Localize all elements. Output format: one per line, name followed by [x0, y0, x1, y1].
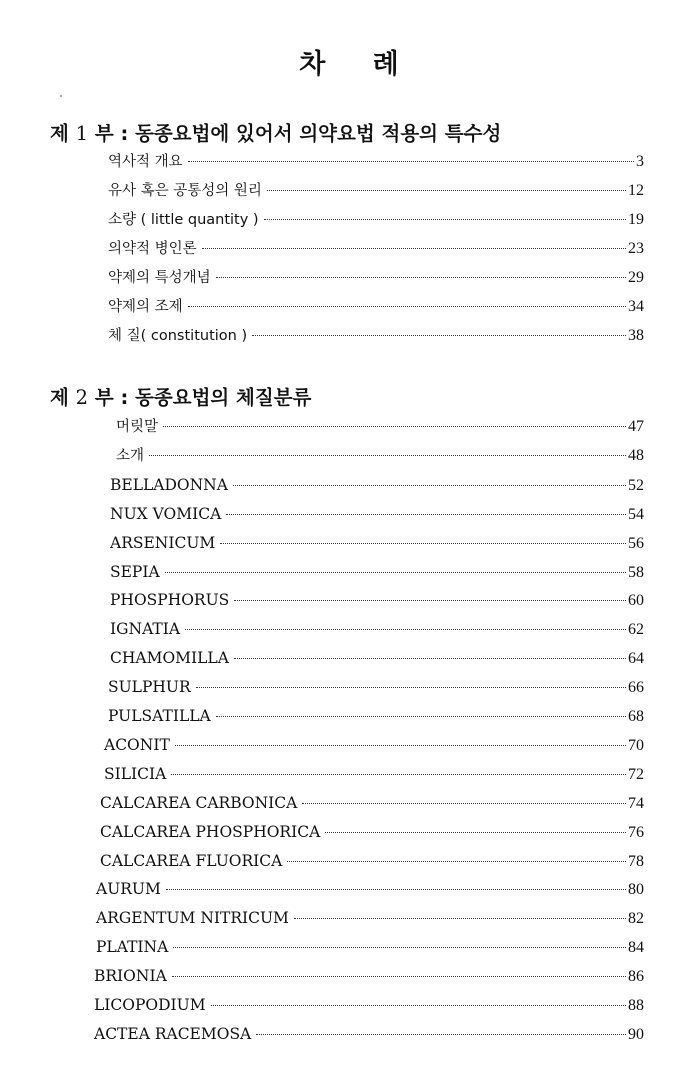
dot-leader	[202, 248, 626, 249]
toc-entry-page: 62	[628, 621, 644, 639]
page-title: 차 례	[299, 49, 401, 80]
toc-entry-label: PULSATILLA	[108, 707, 211, 725]
toc-entry	[110, 529, 644, 557]
toc-entry	[108, 702, 644, 730]
toc-entry-label: IGNATIA	[110, 620, 181, 639]
toc-entry-label: CALCAREA PHOSPHORICA	[100, 822, 321, 841]
toc-entry	[96, 933, 644, 961]
toc-entry	[110, 558, 644, 586]
toc-entry-label: LICOPODIUM	[94, 996, 206, 1014]
dot-leader	[149, 455, 626, 456]
toc-entry-page: 34	[628, 298, 644, 315]
toc-entry-page: 80	[628, 881, 644, 899]
toc-entry-page: 84	[628, 939, 644, 957]
toc-entry	[94, 962, 644, 990]
toc-entry-page: 23	[628, 240, 644, 257]
toc-entry	[108, 206, 644, 234]
toc-entry-label: 체 질( constitution )	[108, 328, 248, 344]
toc-entry-page: 76	[628, 823, 644, 841]
dot-leader	[163, 426, 626, 427]
toc-entry	[110, 586, 644, 614]
toc-entry	[108, 148, 644, 176]
toc-entry-label: SEPIA	[110, 562, 160, 581]
toc-entry-label: NUX VOMICA	[110, 504, 222, 523]
toc-entry-page: 68	[628, 708, 644, 725]
part-2-number: 2	[75, 386, 89, 409]
toc-entry-label: PLATINA	[96, 938, 169, 957]
part-1-heading	[50, 118, 670, 146]
toc-entry-label: 소량 ( little quantity )	[108, 212, 259, 228]
dot-leader	[325, 832, 626, 833]
dot-leader	[172, 976, 626, 977]
toc-entry-page: 47	[628, 418, 644, 435]
toc-entry	[108, 177, 644, 205]
part-2-title: 부 : 동종요법의 체질분류	[94, 386, 312, 409]
dot-leader	[216, 716, 626, 717]
dot-leader	[196, 687, 626, 688]
toc-entry	[94, 1020, 644, 1048]
toc-entry	[110, 644, 644, 672]
toc-entry	[108, 293, 644, 321]
toc-entry-page: 82	[628, 910, 644, 928]
toc-entry-label: SILICIA	[104, 764, 167, 783]
dot-leader	[185, 629, 626, 630]
toc-entry-page: 19	[628, 211, 644, 228]
toc-entry-page: 38	[628, 327, 644, 344]
toc-entry-page: 29	[628, 269, 644, 286]
toc-entry-label: ARGENTUM NITRICUM	[96, 909, 289, 928]
dot-leader	[264, 219, 626, 220]
toc-entry-label: SULPHUR	[108, 678, 191, 697]
toc-entry	[116, 413, 644, 441]
dot-leader	[226, 514, 626, 515]
toc-entry	[100, 789, 644, 817]
toc-entry-page: 88	[628, 997, 644, 1014]
dot-leader	[175, 745, 626, 746]
part-2-heading	[50, 382, 670, 410]
dot-leader	[166, 889, 626, 890]
dot-leader	[173, 947, 626, 948]
toc-entry	[100, 847, 644, 875]
dot-leader	[216, 277, 626, 278]
toc-entry-label: ACONIT	[104, 735, 170, 754]
toc-entry-label: BELLADONNA	[110, 475, 228, 494]
toc-entry	[116, 442, 644, 470]
toc-entry-label: 의약적 병인론	[108, 241, 197, 257]
dot-leader	[302, 803, 626, 804]
toc-entry-label: ARSENICUM	[110, 533, 216, 552]
dot-leader	[267, 190, 626, 191]
dot-leader	[234, 600, 626, 601]
toc-entry-label: 소개	[116, 447, 145, 464]
toc-entry	[108, 235, 644, 263]
toc-entry	[100, 818, 644, 846]
dot-leader	[220, 543, 626, 544]
dot-leader	[171, 774, 626, 775]
toc-entry	[96, 875, 644, 903]
toc-entry-label: CHAMOMILLA	[110, 649, 229, 668]
scan-speck	[60, 95, 62, 97]
toc-entry-label: 역사적 개요	[108, 154, 183, 170]
toc-entry-page: 66	[628, 679, 644, 697]
toc-entry-page: 3	[636, 153, 644, 170]
toc-entry-page: 78	[628, 852, 644, 870]
toc-entry-page: 54	[628, 505, 644, 523]
toc-entry-page: 74	[628, 794, 644, 812]
dot-leader	[188, 306, 626, 307]
toc-entry	[108, 673, 644, 701]
dot-leader	[287, 861, 626, 862]
toc-entry-page: 90	[628, 1025, 644, 1043]
toc-entry-label: 머릿말	[116, 419, 159, 435]
dot-leader	[211, 1005, 626, 1006]
toc-entry-label: AURUM	[96, 880, 161, 899]
dot-leader	[256, 1034, 626, 1035]
toc-entry	[104, 731, 644, 759]
toc-entry	[108, 264, 644, 292]
part-2-prefix: 제	[50, 386, 69, 409]
toc-entry-page: 12	[628, 182, 644, 199]
toc-entry	[94, 991, 644, 1019]
toc-entry-page: 48	[628, 446, 644, 464]
toc-entry-label: BRIONIA	[94, 967, 167, 986]
toc-entry-label: CALCAREA FLUORICA	[100, 851, 283, 870]
toc-entry	[110, 471, 644, 499]
dot-leader	[294, 918, 626, 919]
toc-entry-label: 약제의 조제	[108, 299, 183, 315]
toc-entry	[108, 322, 644, 350]
toc-entry-label: ACTEA RACEMOSA	[94, 1024, 252, 1043]
toc-entry-label: 유사 혹은 공통성의 원리	[108, 183, 262, 199]
toc-entry-label: 약제의 특성개념	[108, 270, 211, 286]
dot-leader	[234, 658, 626, 659]
part-1-title: 부 : 동종요법에 있어서 의약요법 적용의 특수성	[94, 122, 502, 145]
dot-leader	[233, 485, 626, 486]
dot-leader	[165, 572, 626, 573]
toc-entry	[110, 500, 644, 528]
toc-entry-page: 72	[628, 765, 644, 783]
part-1-number: 1	[75, 122, 89, 145]
toc-entry-page: 56	[628, 534, 644, 552]
toc-entry	[110, 615, 644, 643]
toc-entry	[104, 760, 644, 788]
toc-entry-page: 58	[628, 563, 644, 581]
toc-entry-label: PHOSPHORUS	[110, 591, 230, 610]
toc-entry	[96, 904, 644, 932]
toc-entry-page: 64	[628, 650, 644, 668]
dot-leader	[252, 335, 626, 336]
toc-entry-page: 60	[628, 592, 644, 610]
part-1-prefix: 제	[50, 122, 69, 145]
toc-entry-page: 70	[628, 736, 644, 754]
toc-entry-label: CALCAREA CARBONICA	[100, 793, 298, 812]
dot-leader	[188, 161, 634, 162]
toc-entry-page: 86	[628, 968, 644, 986]
toc-entry-page: 52	[628, 476, 644, 494]
